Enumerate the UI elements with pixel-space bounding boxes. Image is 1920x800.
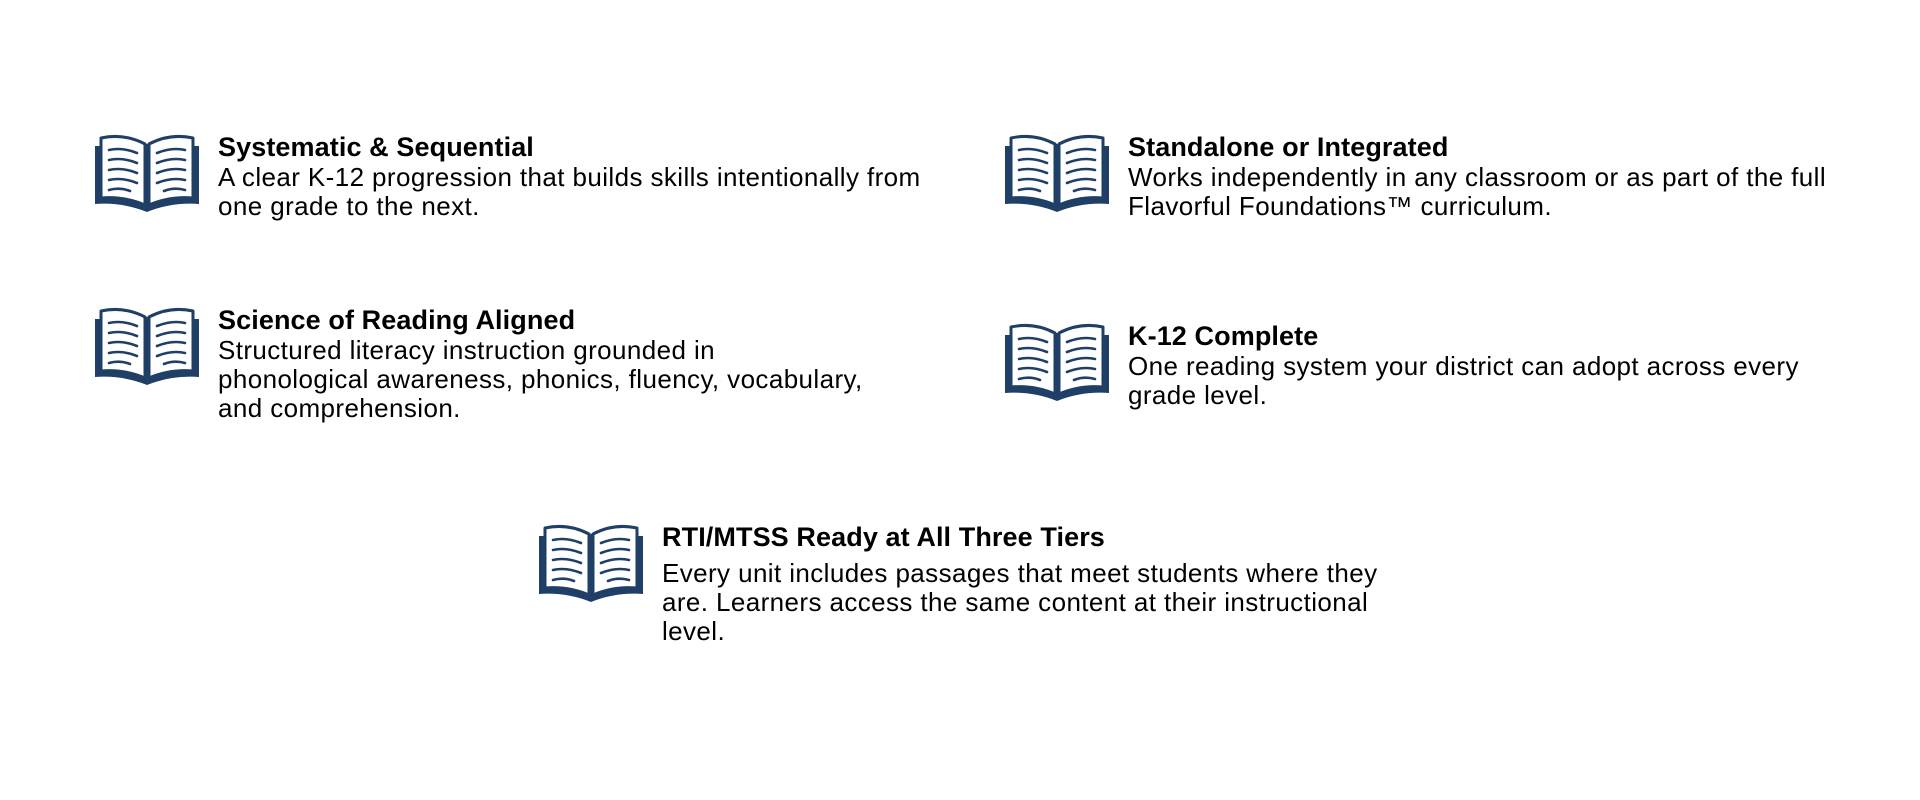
feature-text <box>1128 132 1862 221</box>
feature-standalone-integrated <box>1002 132 1862 221</box>
feature-text <box>218 132 952 221</box>
feature-title: Standalone or Integrated <box>1128 132 1449 162</box>
feature-text <box>1128 321 1862 410</box>
open-book-icon <box>92 132 202 214</box>
feature-description: Structured literacy instruction grounded in phonological awareness, phonics, fluency, vocabulary, and comprehension. <box>218 335 863 423</box>
open-book-icon <box>1002 321 1112 403</box>
feature-title: Systematic & Sequential <box>218 132 534 162</box>
feature-science-of-reading <box>92 305 872 423</box>
feature-k12-complete <box>1002 321 1862 410</box>
feature-description: A clear K-12 progression that builds skills intentionally from one grade to the next. <box>218 162 921 221</box>
feature-title: RTI/MTSS Ready at All Three Tiers <box>662 522 1105 552</box>
feature-systematic-sequential <box>92 132 952 221</box>
feature-description: One reading system your district can adopt across every grade level. <box>1128 351 1799 410</box>
feature-text <box>662 522 1396 646</box>
feature-rti-mtss-ready <box>536 522 1396 646</box>
feature-description: Works independently in any classroom or as part of the full Flavorful Foundations™ curriculum. <box>1128 162 1827 221</box>
open-book-icon <box>536 522 646 604</box>
feature-description: Every unit includes passages that meet students where they are. Learners access the same content at their instructional level. <box>662 558 1378 646</box>
open-book-icon <box>1002 132 1112 214</box>
open-book-icon <box>92 305 202 387</box>
feature-title: Science of Reading Aligned <box>218 305 576 335</box>
feature-text <box>218 305 872 423</box>
feature-title: K-12 Complete <box>1128 321 1319 351</box>
